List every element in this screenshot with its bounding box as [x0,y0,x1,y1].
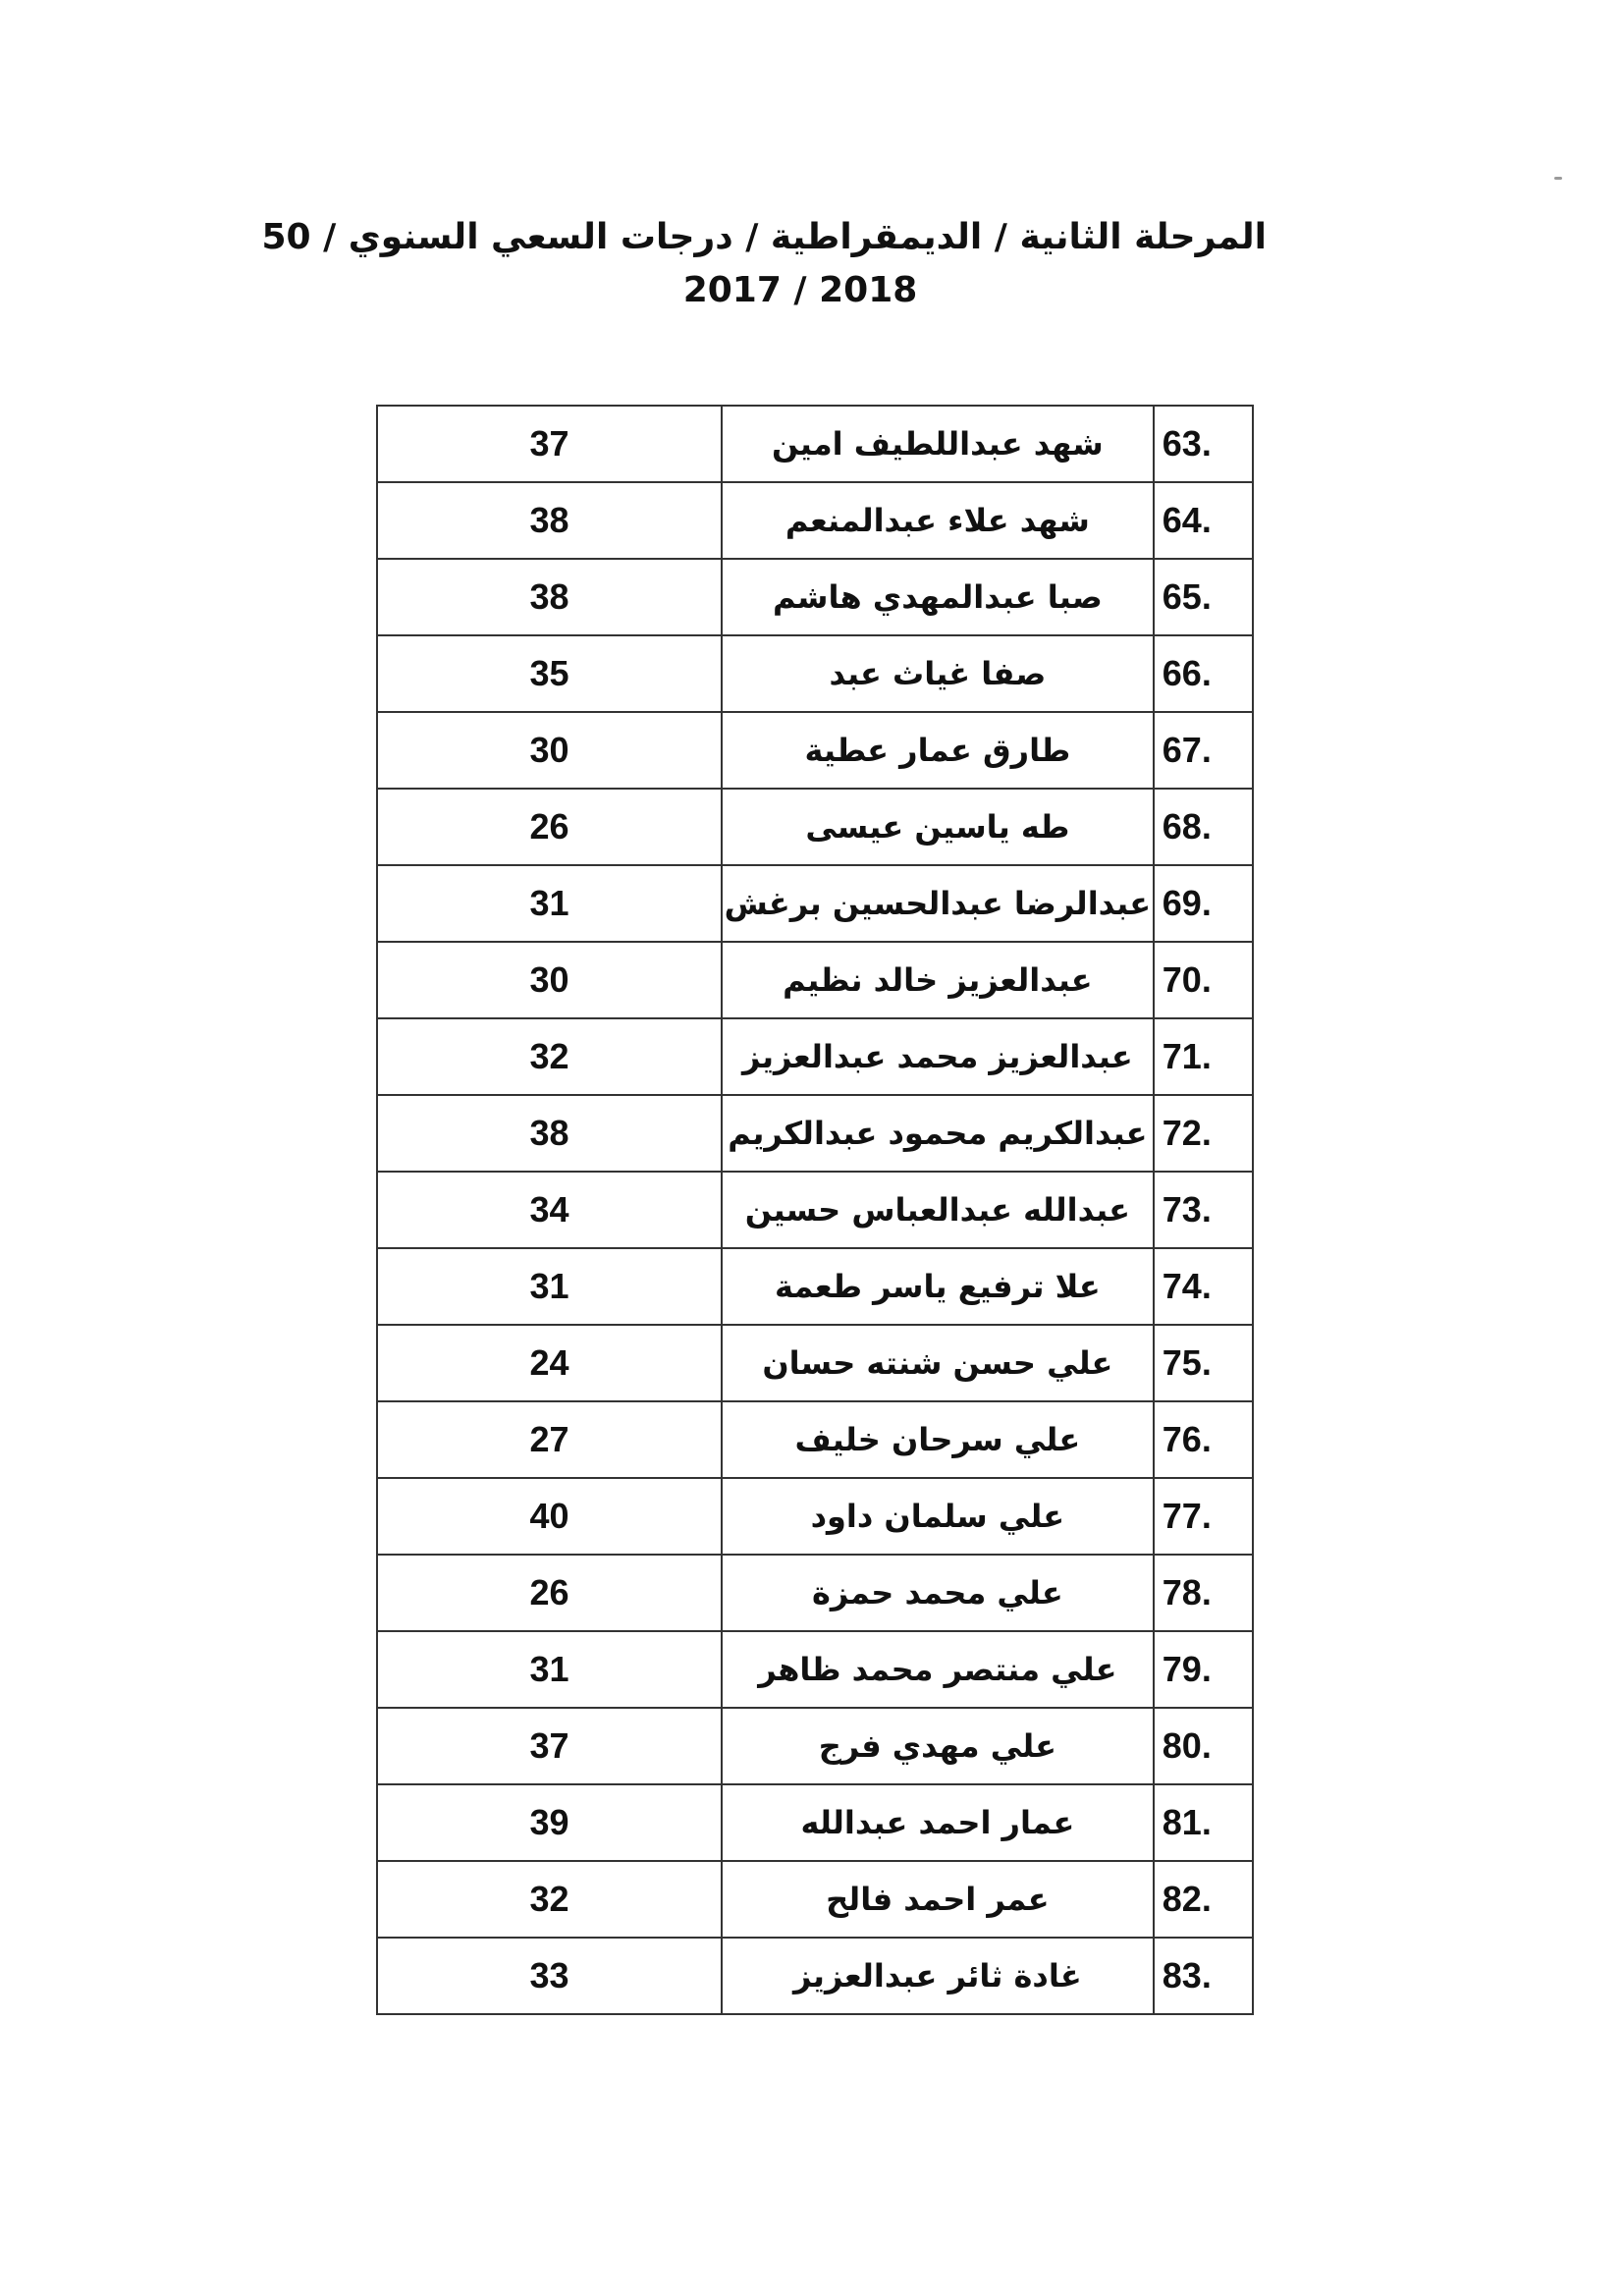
student-name-cell: علي منتصر محمد ظاهر [722,1631,1154,1708]
document-title [261,211,1267,317]
student-name-cell: علي محمد حمزة [722,1555,1154,1631]
row-number-cell: 83. [1154,1938,1253,2014]
student-name-cell: علا ترفيع ياسر طعمة [722,1248,1154,1325]
row-number-cell: 77. [1154,1478,1253,1555]
student-name-cell: عبدالله عبدالعباس حسين [722,1172,1154,1248]
student-name-cell: طارق عمار عطية [722,712,1154,789]
row-number-cell: 78. [1154,1555,1253,1631]
grade-cell: 37 [377,1708,722,1784]
row-number-cell: 75. [1154,1325,1253,1401]
title-line-stage: المرحلة الثانية / الديمقراطية / درجات السعي السنوي / 50 [261,217,1267,257]
row-number-cell: 70. [1154,942,1253,1018]
grade-cell: 31 [377,1631,722,1708]
title-line-year: 2017 / 2018 [682,270,918,310]
grade-cell: 34 [377,1172,722,1248]
row-number-cell: 80. [1154,1708,1253,1784]
row-number-cell: 66. [1154,635,1253,712]
student-name-cell: علي سلمان داود [722,1478,1154,1555]
grade-cell: 31 [377,865,722,942]
row-number-cell: 81. [1154,1784,1253,1861]
student-name-cell: غادة ثائر عبدالعزيز [722,1938,1154,2014]
row-number-cell: 68. [1154,789,1253,865]
table-row [377,482,1253,559]
grade-cell: 24 [377,1325,722,1401]
grade-cell: 38 [377,559,722,635]
grade-cell: 26 [377,789,722,865]
student-name-cell: شهد عبداللطيف امين [722,406,1154,482]
row-number-cell: 76. [1154,1401,1253,1478]
grade-cell: 38 [377,1095,722,1172]
table-row [377,1478,1253,1555]
grade-cell: 27 [377,1401,722,1478]
row-number-cell: 69. [1154,865,1253,942]
grade-cell: 39 [377,1784,722,1861]
grade-cell: 26 [377,1555,722,1631]
table-row [377,406,1253,482]
student-name-cell: شهد علاء عبدالمنعم [722,482,1154,559]
table-row [377,1325,1253,1401]
row-number-cell: 64. [1154,482,1253,559]
grades-table [376,405,1254,2015]
grade-cell: 40 [377,1478,722,1555]
table-row [377,1401,1253,1478]
grade-cell: 30 [377,712,722,789]
grade-cell: 31 [377,1248,722,1325]
row-number-cell: 63. [1154,406,1253,482]
student-name-cell: صفا غياث عبد [722,635,1154,712]
grade-cell: 33 [377,1938,722,2014]
student-name-cell: عمار احمد عبدالله [722,1784,1154,1861]
student-name-cell: طه ياسين عيسى [722,789,1154,865]
grade-cell: 35 [377,635,722,712]
table-row [377,1708,1253,1784]
table-row [377,559,1253,635]
table-row [377,789,1253,865]
table-row [377,1938,1253,2014]
student-name-cell: علي سرحان خليف [722,1401,1154,1478]
table-row [377,1095,1253,1172]
row-number-cell: 74. [1154,1248,1253,1325]
table-row [377,1631,1253,1708]
row-number-cell: 65. [1154,559,1253,635]
student-name-cell: علي حسن شنته حسان [722,1325,1154,1401]
table-row [377,1555,1253,1631]
table-row [377,1861,1253,1938]
student-name-cell: علي مهدي فرج [722,1708,1154,1784]
row-number-cell: 79. [1154,1631,1253,1708]
grade-cell: 37 [377,406,722,482]
table-row [377,865,1253,942]
row-number-cell: 71. [1154,1018,1253,1095]
table-row [377,1172,1253,1248]
grade-cell: 32 [377,1861,722,1938]
student-name-cell: عمر احمد فالح [722,1861,1154,1938]
table-row [377,1784,1253,1861]
scan-artifact [1554,177,1562,180]
grade-cell: 38 [377,482,722,559]
row-number-cell: 73. [1154,1172,1253,1248]
student-name-cell: عبدالعزيز محمد عبدالعزيز [722,1018,1154,1095]
student-name-cell: عبدالعزيز خالد نظيم [722,942,1154,1018]
student-name-cell: صبا عبدالمهدي هاشم [722,559,1154,635]
table-row [377,635,1253,712]
grades-table-body [377,406,1253,2014]
row-number-cell: 67. [1154,712,1253,789]
row-number-cell: 82. [1154,1861,1253,1938]
student-name-cell: عبدالكريم محمود عبدالكريم [722,1095,1154,1172]
table-row [377,712,1253,789]
grade-cell: 32 [377,1018,722,1095]
row-number-cell: 72. [1154,1095,1253,1172]
table-row [377,1018,1253,1095]
table-row [377,1248,1253,1325]
grade-cell: 30 [377,942,722,1018]
table-row [377,942,1253,1018]
student-name-cell: عبدالرضا عبدالحسين برغش [722,865,1154,942]
